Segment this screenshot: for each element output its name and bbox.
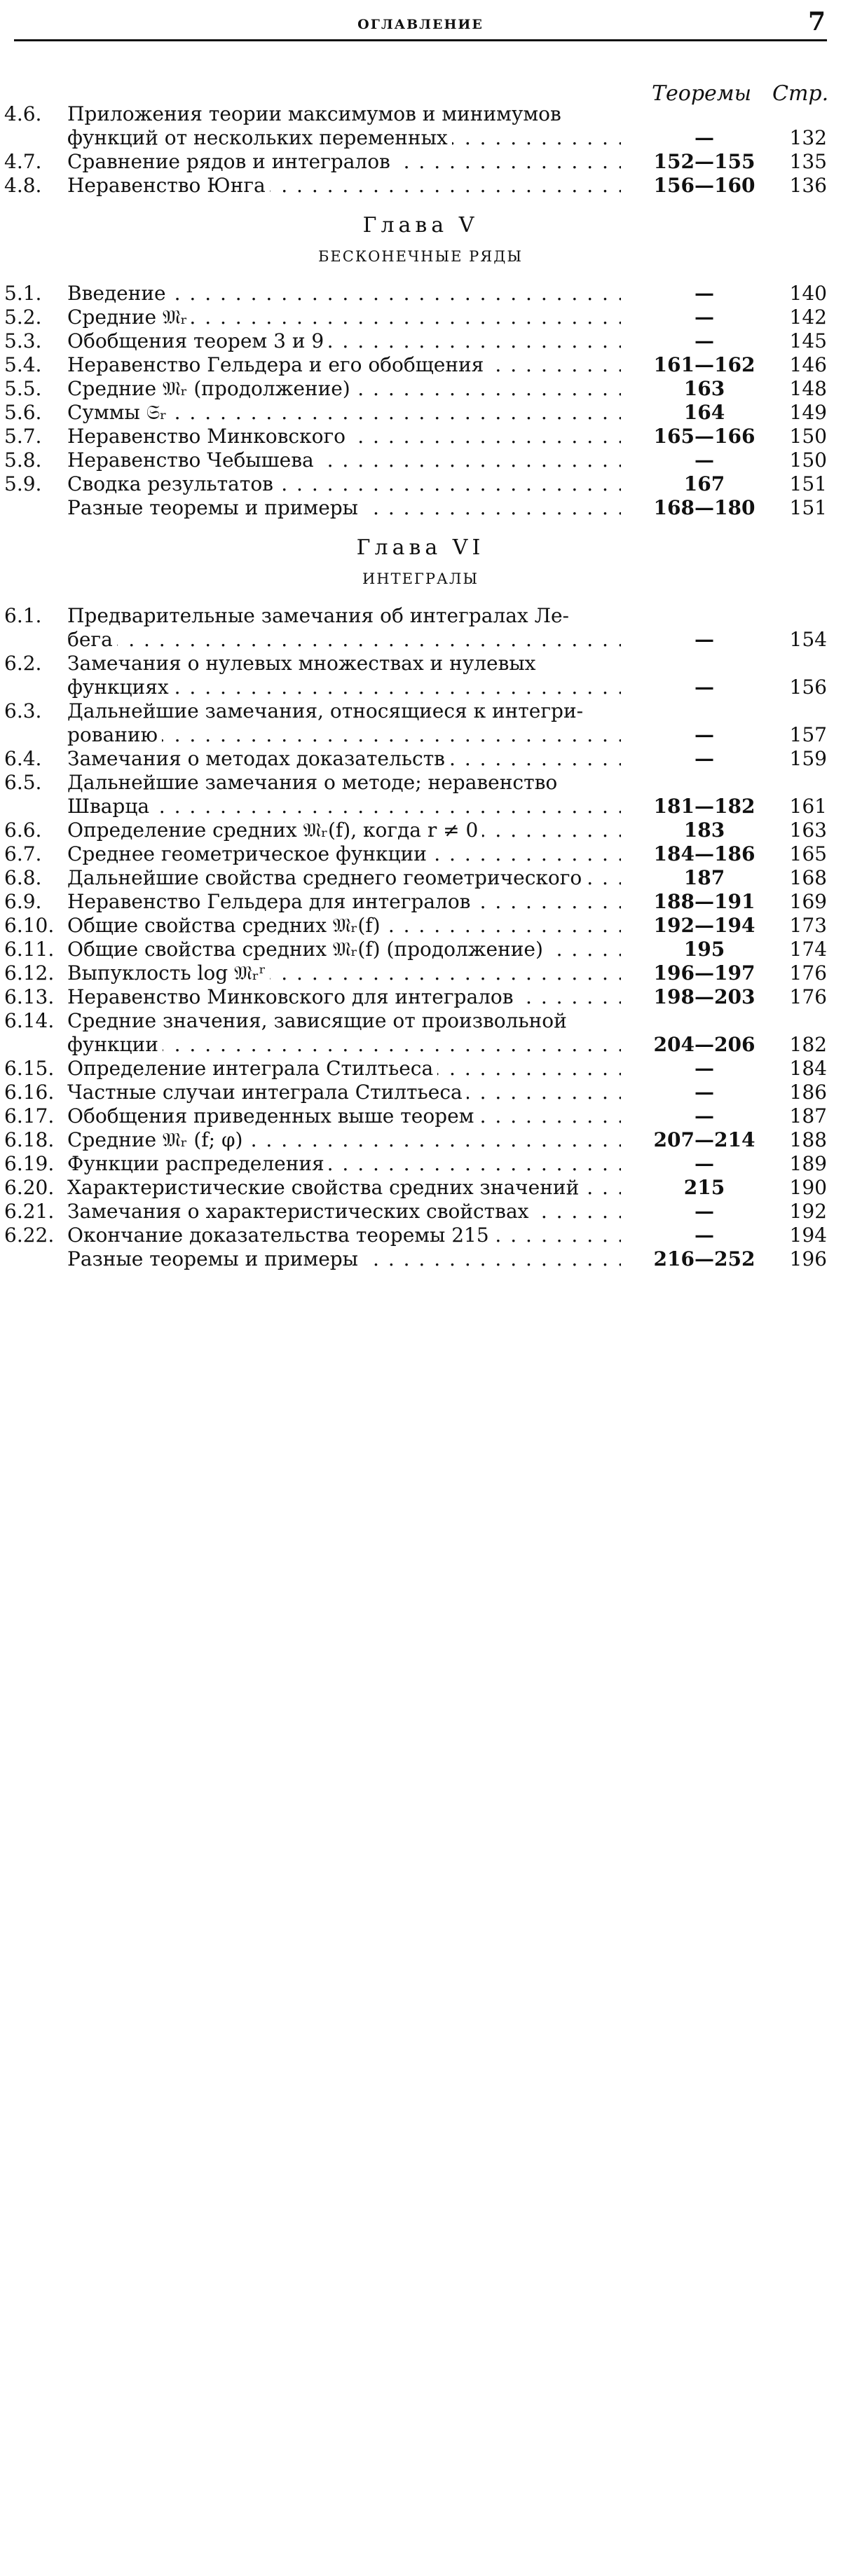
- toc-entry-line: [0, 1057, 841, 1081]
- theorem-range: 181—182: [653, 795, 755, 818]
- section-title: [67, 818, 621, 842]
- section-number: 6.12.: [4, 961, 55, 985]
- section-number: 6.19.: [4, 1152, 55, 1175]
- section-number: 6.16.: [4, 1081, 55, 1104]
- section-title: [67, 174, 621, 198]
- section-title: [67, 1057, 621, 1081]
- toc-entry-line: [0, 842, 841, 866]
- section-title-text: Дальнейшие свойства среднего геометрического: [67, 866, 586, 889]
- section-title-text: Сводка результатов: [67, 472, 278, 495]
- toc-entry-line: [0, 699, 841, 723]
- page-ref: 149: [789, 401, 827, 424]
- section-title-text: Определение средних 𝔐ᵣ(f), когда r ≠ 0: [67, 818, 482, 842]
- toc-entry-line: [0, 652, 841, 676]
- section-number: 6.10.: [4, 914, 55, 937]
- toc-entry-line: [0, 472, 841, 496]
- theorem-range: —: [695, 1200, 714, 1223]
- page-ref: 146: [789, 353, 827, 376]
- page-ref: 189: [789, 1152, 827, 1175]
- section-title-text: Разные теоремы и примеры: [67, 1247, 362, 1270]
- running-title: ОГЛАВЛЕНИЕ: [357, 17, 484, 32]
- section-number: 5.1.: [4, 282, 42, 305]
- section-number: 4.7.: [4, 150, 42, 173]
- section-number: 5.8.: [4, 448, 42, 472]
- section-title-text: Средние 𝔐ᵣ (продолжение): [67, 377, 355, 400]
- section-title-text: Общие свойства средних 𝔐ᵣ(f): [67, 914, 385, 937]
- page-ref: 196: [789, 1247, 827, 1270]
- section-title: [67, 842, 621, 866]
- section-title: [67, 938, 621, 961]
- section-number: 6.4.: [4, 747, 42, 770]
- section-title: [67, 771, 621, 795]
- toc-entry-line: [0, 1104, 841, 1128]
- section-title-text: Неравенство Гельдера для интегралов: [67, 890, 474, 913]
- theorem-range: 168—180: [653, 496, 755, 519]
- page-ref: 142: [789, 306, 827, 329]
- section-title-text: Дальнейшие замечания о методе; неравенство: [67, 771, 561, 794]
- page-ref: 159: [789, 747, 827, 770]
- section-title-text: Разные теоремы и примеры: [67, 496, 362, 519]
- theorem-range: 204—206: [653, 1033, 755, 1056]
- section-title-text: Средние 𝔐ᵣ (f; φ): [67, 1128, 247, 1151]
- section-title: [67, 1176, 621, 1200]
- section-title-text: Частные случаи интеграла Стилтьеса: [67, 1081, 467, 1104]
- toc-entry-line: [0, 676, 841, 699]
- toc-entry-line: [0, 1200, 841, 1224]
- page-ref: 187: [789, 1104, 827, 1128]
- section-title-text: Неравенство Гельдера и его обобщения: [67, 353, 488, 376]
- theorem-range: 215: [683, 1176, 725, 1199]
- page-ref: 163: [789, 818, 827, 842]
- section-title: [67, 448, 621, 472]
- section-title-text: Введение: [67, 282, 170, 305]
- section-title: [67, 1152, 621, 1176]
- theorem-range: —: [695, 1224, 714, 1247]
- section-title: [67, 425, 621, 448]
- toc-entry-line: [0, 1176, 841, 1200]
- theorem-range: 183: [683, 818, 725, 842]
- toc-entry-line: [0, 150, 841, 174]
- page-ref: 194: [789, 1224, 827, 1247]
- section-title-text: Функции распределения: [67, 1152, 329, 1175]
- section-number: 6.21.: [4, 1200, 55, 1223]
- section-title: [67, 961, 621, 985]
- chapter-title: ИНТЕГРАЛЫ: [362, 570, 479, 587]
- page-ref: 150: [789, 425, 827, 448]
- toc-entry-line: [0, 102, 841, 126]
- toc-entry-line: [0, 961, 841, 985]
- section-number: 6.8.: [4, 866, 42, 889]
- section-title-text: Шварца: [67, 795, 153, 818]
- page-ref: 135: [789, 150, 827, 173]
- section-title-text: Неравенство Минковского для интегралов: [67, 985, 518, 1008]
- section-title: [67, 890, 621, 914]
- toc-entry-line: [0, 306, 841, 329]
- section-number: 5.7.: [4, 425, 42, 448]
- page-ref: 182: [789, 1033, 827, 1056]
- page-ref: 169: [789, 890, 827, 913]
- section-title: [67, 866, 621, 890]
- section-title: [67, 1224, 621, 1247]
- section-title-text: Неравенство Минковского: [67, 425, 350, 448]
- chapter-title: БЕСКОНЕЧНЫЕ РЯДЫ: [318, 248, 523, 265]
- section-title: [67, 353, 621, 377]
- section-title: [67, 377, 621, 401]
- section-number: 6.18.: [4, 1128, 55, 1151]
- section-title-text: Сравнение рядов и интегралов: [67, 150, 395, 173]
- page-ref: 176: [789, 985, 827, 1008]
- theorem-range: 165—166: [653, 425, 755, 448]
- section-title-text: Средние 𝔐ᵣ: [67, 306, 191, 329]
- section-title-text: Дальнейшие замечания, относящиеся к интегри-: [67, 699, 587, 722]
- theorem-range: 152—155: [653, 150, 755, 173]
- toc-entry-line: [0, 747, 841, 771]
- section-title: [67, 628, 621, 652]
- toc-entry-line: [0, 866, 841, 890]
- toc-entry-line: [0, 1009, 841, 1033]
- page-ref: 156: [789, 676, 827, 699]
- page-ref: 161: [789, 795, 827, 818]
- section-title: [67, 1247, 621, 1271]
- theorem-range: 184—186: [653, 842, 755, 865]
- page-ref: 151: [789, 472, 827, 495]
- section-title-text: бега: [67, 628, 117, 651]
- section-title-text: Предварительные замечания об интегралах Ле-: [67, 604, 573, 627]
- section-title-text: Обобщения теорем 3 и 9: [67, 329, 328, 352]
- section-number: 5.6.: [4, 401, 42, 424]
- section-title: [67, 150, 621, 174]
- theorem-range: 164: [683, 401, 725, 424]
- toc-entry-line: [0, 795, 841, 818]
- theorem-range: —: [695, 1104, 714, 1128]
- toc-entry-line: [0, 329, 841, 353]
- section-title-text: Неравенство Юнга: [67, 174, 270, 197]
- section-title-text: Замечания о характеристических свойствах: [67, 1200, 533, 1223]
- page-ref: 140: [789, 282, 827, 305]
- toc-entry-line: [0, 1224, 841, 1247]
- page-ref: 145: [789, 329, 827, 352]
- toc-entry-line: [0, 353, 841, 377]
- section-title: [67, 699, 621, 723]
- theorem-range: 156—160: [653, 174, 755, 197]
- theorem-range: 192—194: [653, 914, 755, 937]
- toc-entry-line: [0, 425, 841, 448]
- section-number: 6.2.: [4, 652, 42, 675]
- theorem-range: —: [695, 723, 714, 746]
- toc-entry-line: [0, 1247, 841, 1271]
- section-number: 5.4.: [4, 353, 42, 376]
- section-number: 6.6.: [4, 818, 42, 842]
- theorem-range: 188—191: [653, 890, 755, 913]
- toc-entry-line: [0, 126, 841, 150]
- page-ref: 173: [789, 914, 827, 937]
- toc-entry-line: [0, 1081, 841, 1104]
- section-title-text: функции: [67, 1033, 163, 1056]
- section-title: [67, 985, 621, 1009]
- theorem-range: —: [695, 1057, 714, 1080]
- section-title-text: Определение интеграла Стилтьеса: [67, 1057, 437, 1080]
- page-ref: 174: [789, 938, 827, 961]
- toc-entry-line: [0, 1128, 841, 1152]
- theorem-range: 207—214: [653, 1128, 755, 1151]
- section-number: 6.20.: [4, 1176, 55, 1199]
- section-title-text: функций от нескольких переменных: [67, 126, 452, 149]
- page-ref: 154: [789, 628, 827, 651]
- toc-entry-line: [0, 628, 841, 652]
- section-title-text: Замечания о методах доказательств: [67, 747, 449, 770]
- section-number: 6.14.: [4, 1009, 55, 1032]
- theorem-range: —: [695, 329, 714, 352]
- section-number: 4.8.: [4, 174, 42, 197]
- toc-entry-line: [0, 938, 841, 961]
- section-title-text: Общие свойства средних 𝔐ᵣ(f) (продолжение): [67, 938, 547, 961]
- section-title: [67, 1200, 621, 1224]
- page-ref: 165: [789, 842, 827, 865]
- toc-entry-line: [0, 174, 841, 198]
- section-title: [67, 747, 621, 771]
- theorem-range: —: [695, 747, 714, 770]
- section-title-text: рованию: [67, 723, 162, 746]
- section-number: 6.9.: [4, 890, 42, 913]
- column-header-theorems: Теоремы: [652, 81, 752, 106]
- page-ref: 176: [789, 961, 827, 985]
- theorem-range: —: [695, 306, 714, 329]
- theorem-range: 216—252: [653, 1247, 755, 1270]
- theorem-range: —: [695, 676, 714, 699]
- toc-entry-line: [0, 496, 841, 520]
- section-number: 5.5.: [4, 377, 42, 400]
- page-ref: 190: [789, 1176, 827, 1199]
- section-title-text: Неравенство Чебышева: [67, 448, 318, 472]
- section-title: [67, 1009, 621, 1033]
- theorem-range: —: [695, 448, 714, 472]
- toc-entry-line: [0, 604, 841, 628]
- toc-entry-line: [0, 1152, 841, 1176]
- page-ref: 151: [789, 496, 827, 519]
- theorem-range: —: [695, 1152, 714, 1175]
- section-number: 6.17.: [4, 1104, 55, 1128]
- section-title: [67, 1081, 621, 1104]
- page-ref: 168: [789, 866, 827, 889]
- section-number: 6.3.: [4, 699, 42, 722]
- section-title-text: Приложения теории максимумов и минимумов: [67, 102, 566, 125]
- section-title: [67, 102, 621, 126]
- toc-entry-line: [0, 985, 841, 1009]
- section-number: 5.2.: [4, 306, 42, 329]
- page-ref: 184: [789, 1057, 827, 1080]
- section-title: [67, 306, 621, 329]
- theorem-range: 163: [683, 377, 725, 400]
- section-title: [67, 652, 621, 676]
- section-title-text: Суммы 𝔖ᵣ: [67, 401, 171, 424]
- section-title: [67, 723, 621, 747]
- section-title-text: Среднее геометрическое функции: [67, 842, 431, 865]
- section-title: [67, 1033, 621, 1057]
- section-title-text: функциях: [67, 676, 173, 699]
- section-title: [67, 472, 621, 496]
- theorem-range: 196—197: [653, 961, 755, 985]
- theorem-range: 195: [683, 938, 725, 961]
- toc-entry-line: [0, 377, 841, 401]
- page-ref: 136: [789, 174, 827, 197]
- toc-entry-line: [0, 914, 841, 938]
- section-title: [67, 604, 621, 628]
- section-number: 4.6.: [4, 102, 42, 125]
- running-header: [14, 6, 827, 41]
- theorem-range: —: [695, 628, 714, 651]
- theorem-range: —: [695, 126, 714, 149]
- toc-entry-line: [0, 890, 841, 914]
- section-number: 6.15.: [4, 1057, 55, 1080]
- section-title: [67, 401, 621, 425]
- section-title: [67, 1104, 621, 1128]
- page-ref: 132: [789, 126, 827, 149]
- section-number: 6.5.: [4, 771, 42, 794]
- page-number: 7: [807, 7, 826, 36]
- column-header-pages: Стр.: [772, 81, 829, 106]
- section-number: 6.1.: [4, 604, 42, 627]
- theorem-range: 187: [683, 866, 725, 889]
- section-title: [67, 329, 621, 353]
- page-ref: 192: [789, 1200, 827, 1223]
- section-number: 6.11.: [4, 938, 55, 961]
- theorem-range: 198—203: [653, 985, 755, 1008]
- section-title: [67, 282, 621, 306]
- page-ref: 148: [789, 377, 827, 400]
- theorem-range: —: [695, 1081, 714, 1104]
- toc-entry-line: [0, 282, 841, 306]
- page-ref: 150: [789, 448, 827, 472]
- section-title: [67, 126, 621, 150]
- chapter-label: Глава VI: [356, 535, 485, 560]
- toc-entry-line: [0, 401, 841, 425]
- theorem-range: 161—162: [653, 353, 755, 376]
- section-title-text: Выпуклость log 𝔐ᵣʳ: [67, 961, 270, 985]
- section-number: 5.3.: [4, 329, 42, 352]
- theorem-range: —: [695, 282, 714, 305]
- section-number: 6.7.: [4, 842, 42, 865]
- section-title: [67, 914, 621, 938]
- page-ref: 188: [789, 1128, 827, 1151]
- section-title-text: Окончание доказательства теоремы 215: [67, 1224, 493, 1247]
- toc-entry-line: [0, 723, 841, 747]
- toc-entry-line: [0, 448, 841, 472]
- section-title-text: Замечания о нулевых множествах и нулевых: [67, 652, 540, 675]
- section-title-text: Характеристические свойства средних значений: [67, 1176, 583, 1199]
- page-ref: 157: [789, 723, 827, 746]
- section-title: [67, 496, 621, 520]
- toc-entry-line: [0, 771, 841, 795]
- section-title-text: Средние значения, зависящие от произвольной: [67, 1009, 571, 1032]
- section-title: [67, 1128, 621, 1152]
- section-number: 6.22.: [4, 1224, 55, 1247]
- toc-entry-line: [0, 818, 841, 842]
- chapter-label: Глава V: [362, 213, 479, 238]
- section-title-text: Обобщения приведенных выше теорем: [67, 1104, 478, 1128]
- section-title: [67, 676, 621, 699]
- section-number: 6.13.: [4, 985, 55, 1008]
- theorem-range: 167: [683, 472, 725, 495]
- section-title: [67, 795, 621, 818]
- page-ref: 186: [789, 1081, 827, 1104]
- section-number: 5.9.: [4, 472, 42, 495]
- toc-entry-line: [0, 1033, 841, 1057]
